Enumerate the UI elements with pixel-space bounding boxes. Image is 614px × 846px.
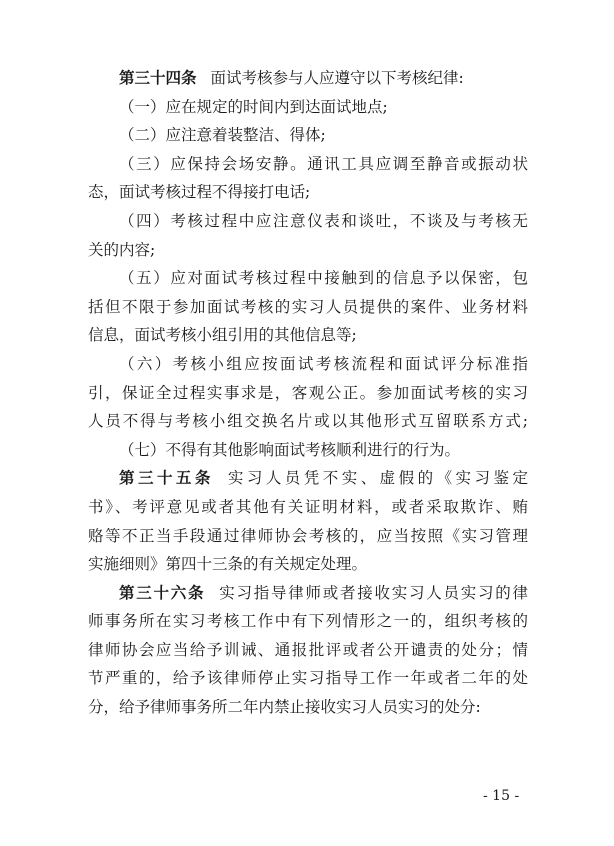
- article-36-text: 律师协会应当给予训诫、通报批评或者公开谴责的处分；情: [88, 640, 528, 659]
- article-36-text: 节严重的，给予该律师停止实习指导工作一年或者二年的处: [88, 669, 528, 688]
- article-35-intro: 实习人员凭不实、虚假的《实习鉴定: [227, 469, 528, 488]
- article-34-item-5-cont: 信息，面试考核小组引用的其他信息等;: [88, 326, 357, 345]
- article-36-label: 第三十六条: [119, 582, 206, 602]
- article-34-heading-line: [88, 64, 528, 93]
- article-34-item-5-cont: 括但不限于参加面试考核的实习人员提供的案件、业务材料: [88, 297, 528, 316]
- article-34-item-5: （五）应对面试考核过程中接触到的信息予以保密，包: [119, 269, 528, 288]
- document-page: [88, 64, 528, 722]
- article-34-item-3: （三）应保持会场安静。通讯工具应调至静音或振动状: [119, 154, 528, 173]
- article-34-intro: 面试考核参与人应遵守以下考核纪律:: [210, 69, 464, 87]
- article-34-label: 第三十四条: [119, 68, 197, 87]
- article-36-text: 分，给予律师事务所二年内禁止接收实习人员实习的处分:: [88, 698, 481, 717]
- article-34-item-6-cont: 人员不得与考核小组交换名片或以其他形式互留联系方式;: [88, 412, 528, 431]
- article-36-heading-line: [88, 579, 528, 608]
- article-35-text: 实施细则》第四十三条的有关规定处理。: [88, 555, 368, 574]
- article-34-item-6-cont: 引，保证全过程实事求是，客观公正。参加面试考核的实习: [88, 383, 528, 402]
- article-35-heading-line: [88, 464, 528, 493]
- article-35-text: 书》、考评意见或者其他有关证明材料，或者采取欺诈、贿: [88, 497, 528, 516]
- article-34-item-4: （四）考核过程中应注意仪表和谈吐，不谈及与考核无: [119, 211, 528, 230]
- article-34-item-7: （七）不得有其他影响面试考核顺利进行的行为。: [119, 440, 461, 459]
- article-36-intro: 实习指导律师或者接收实习人员实习的律: [219, 583, 528, 602]
- article-34-item-3-cont: 态，面试考核过程不得接打电话;: [88, 183, 311, 202]
- article-34-item-2: （二）应注意着装整洁、得体;: [119, 126, 326, 145]
- article-34-item-1: （一）应在规定的时间内到达面试地点;: [119, 97, 388, 116]
- page-number: - 15 -: [483, 788, 520, 804]
- article-34-item-6: （六）考核小组应按面试考核流程和面试评分标准指: [119, 354, 528, 373]
- article-34-item-4-cont: 关的内容;: [88, 240, 156, 259]
- article-35-text: 赂等不正当手段通过律师协会考核的，应当按照《实习管理: [88, 526, 528, 545]
- article-35-label: 第三十五条: [119, 468, 214, 488]
- article-36-text: 师事务所在实习考核工作中有下列情形之一的，组织考核的: [88, 612, 528, 631]
